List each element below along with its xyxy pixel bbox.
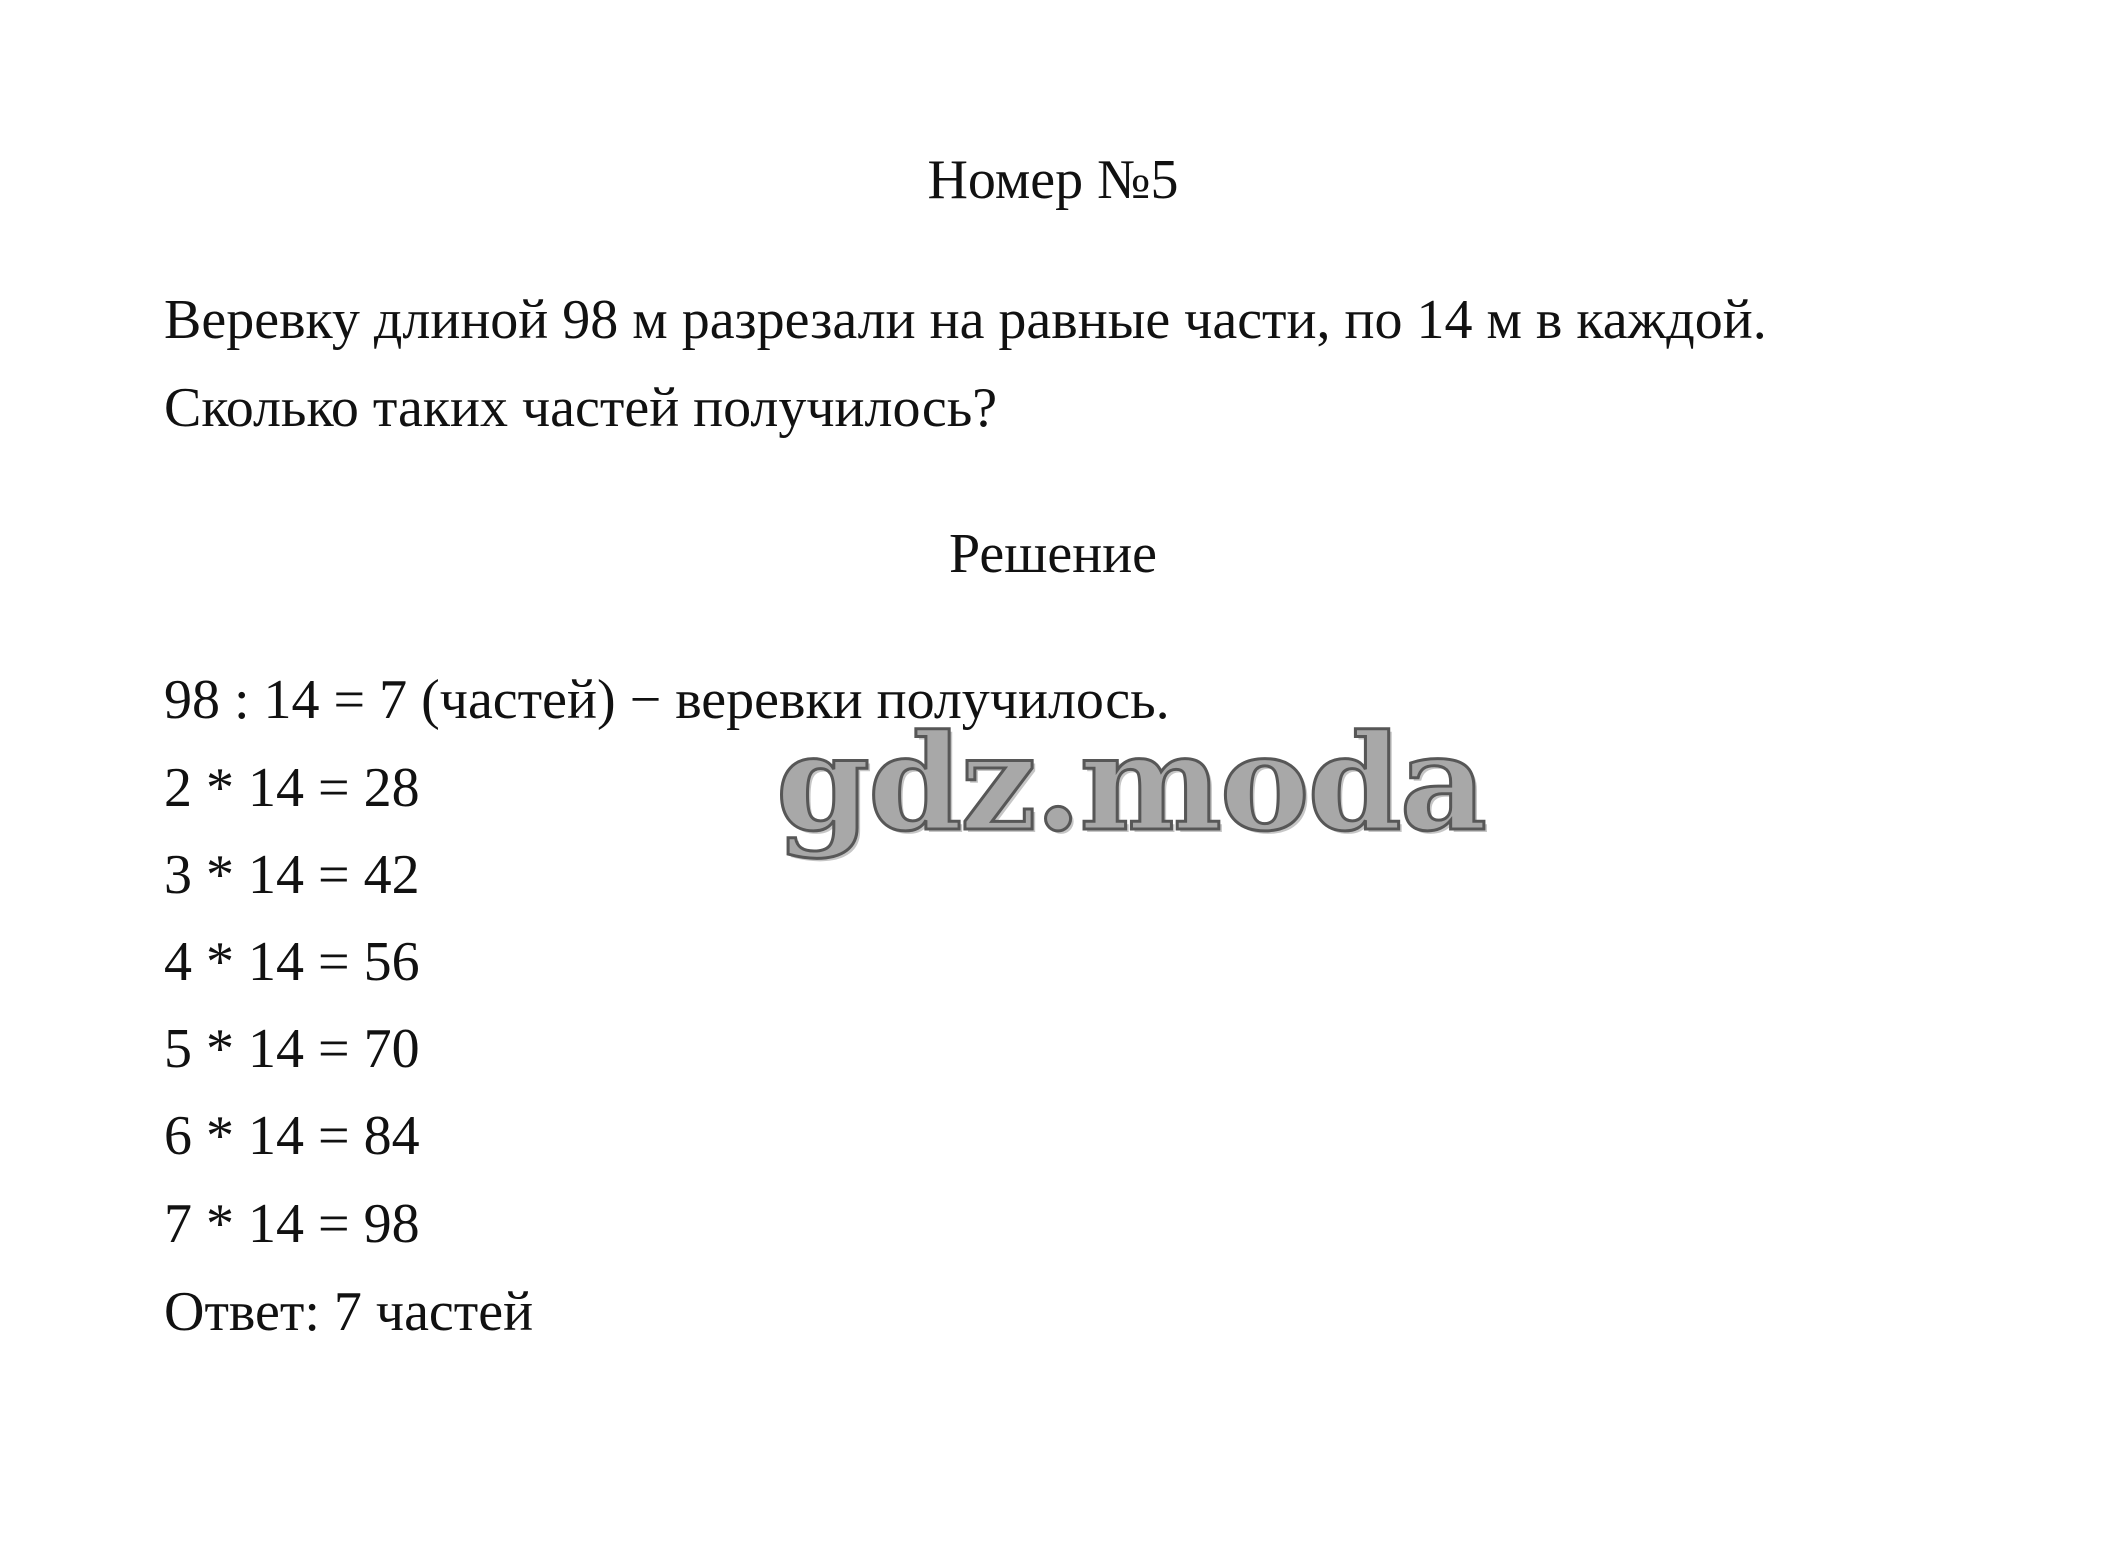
- problem-line-2: Сколько таких частей получилось?: [164, 377, 998, 439]
- page-title: Номер №5: [927, 149, 1179, 211]
- solution-line: 4 * 14 = 56: [164, 931, 420, 993]
- solution-line: 7 * 14 = 98: [164, 1193, 420, 1255]
- solution-line: 5 * 14 = 70: [164, 1018, 420, 1080]
- solution-line: 98 : 14 = 7 (частей) − веревки получилось.: [164, 669, 1170, 731]
- watermark-logo: gdz.moda: [776, 706, 1485, 861]
- solution-heading: Решение: [948, 523, 1158, 585]
- problem-line-1: Веревку длиной 98 м разрезали на равные части, по 14 м в каждой.: [164, 289, 1767, 351]
- solution-line: 2 * 14 = 28: [164, 757, 420, 819]
- answer-line: Ответ: 7 частей: [164, 1281, 534, 1343]
- solution-line: 3 * 14 = 42: [164, 844, 420, 906]
- solution-line: 6 * 14 = 84: [164, 1105, 420, 1167]
